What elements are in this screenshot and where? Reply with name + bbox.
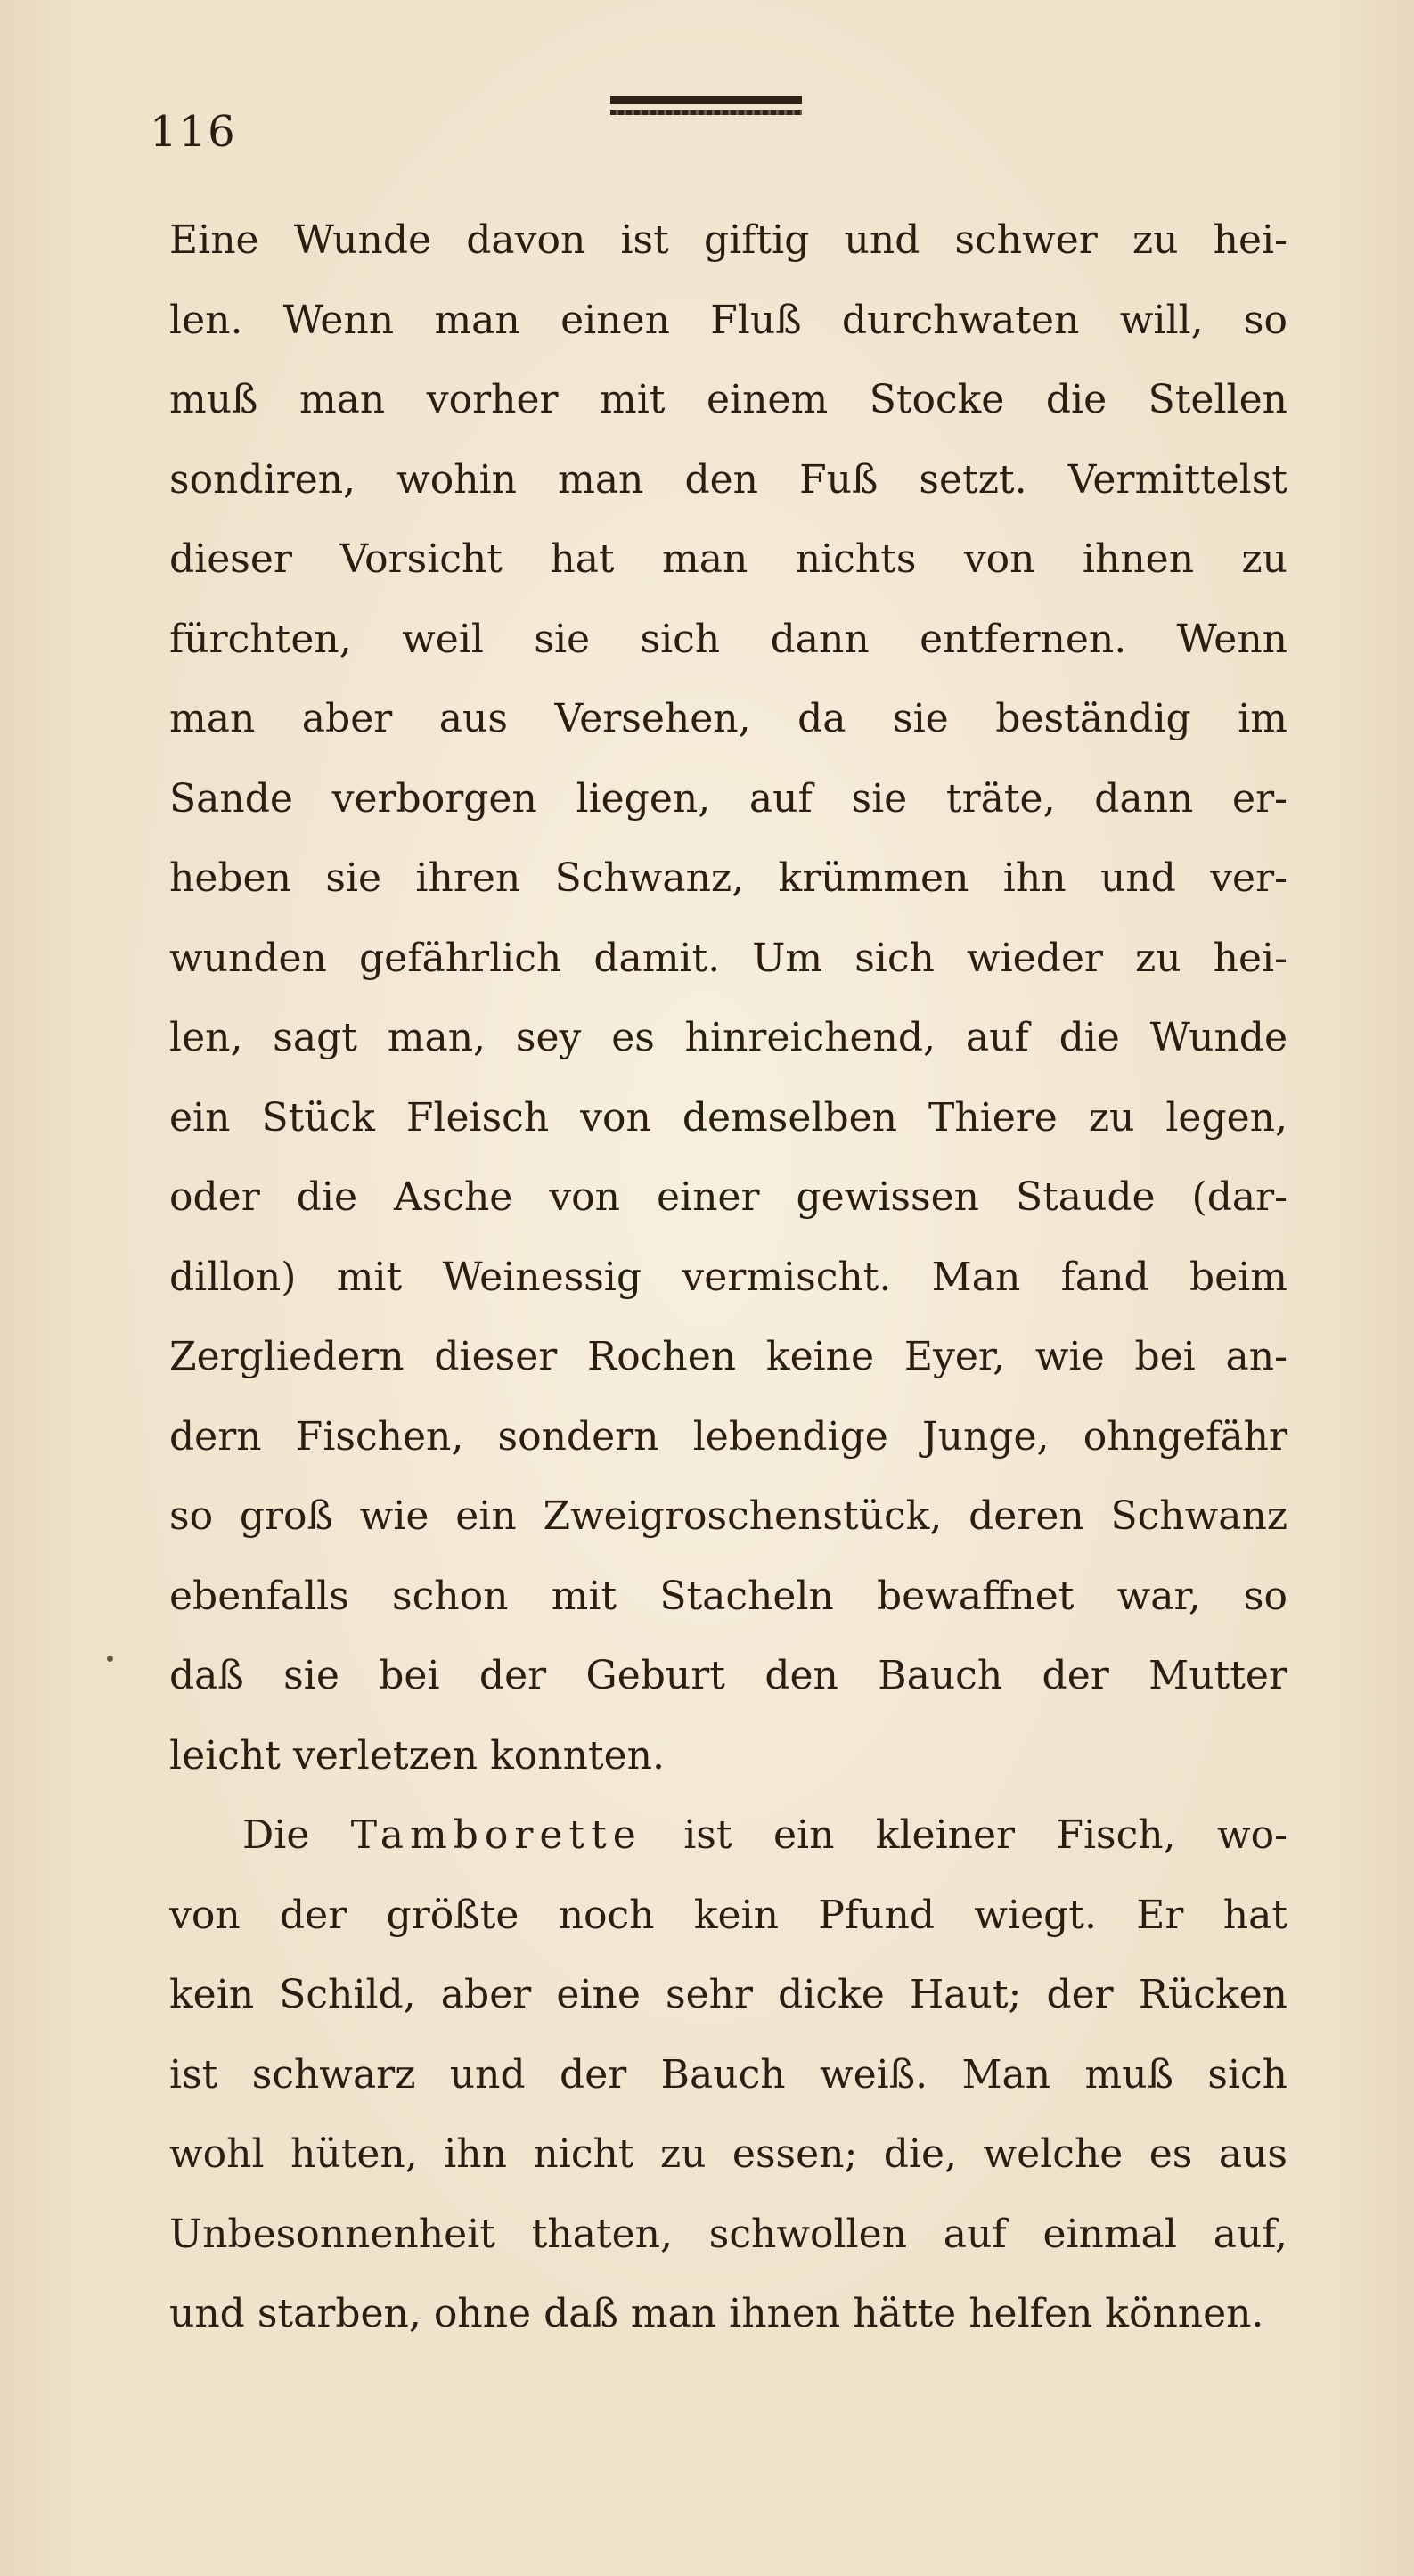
text-line-paragraph-start [169, 1795, 1287, 1876]
fish-name-tamborette: Tamborette [350, 1812, 642, 1858]
page-number: 116 [150, 107, 237, 157]
text-line: fürchten, weil sie sich dann entfernen. Wenn [169, 616, 1287, 662]
text-line: len, sagt man, sey es hinreichend, auf die Wunde [169, 1015, 1287, 1060]
text-line: muß man vorher mit einem Stocke die Stellen [169, 377, 1287, 422]
text-line: ein Stück Fleisch von demselben Thiere zu legen, [169, 1094, 1287, 1141]
text-line-paragraph-end: leicht verletzen konnten. [169, 1732, 665, 1779]
text-line: wohl hüten, ihn nicht zu essen; die, welche es aus [169, 2131, 1287, 2177]
text-line: Eine Wunde davon ist giftig und schwer zu hei- [169, 217, 1287, 263]
line-rest: ist ein kleiner Fisch, wo- [642, 1812, 1288, 1858]
text-line: ist schwarz und der Bauch weiß. Man muß sich [169, 2051, 1287, 2098]
text-line: heben sie ihren Schwanz, krümmen ihn und ver- [169, 855, 1287, 901]
text-line: man aber aus Versehen, da sie beständig im [169, 696, 1287, 741]
ornament-thick-rule [610, 96, 802, 104]
text-line: Zergliedern dieser Rochen keine Eyer, wie bei an- [169, 1334, 1287, 1379]
text-line: Sande verborgen liegen, auf sie träte, dann er- [169, 775, 1287, 822]
ornament-thin-rule [610, 110, 802, 115]
text-line: sondiren, wohin man den Fuß setzt. Vermittelst [169, 456, 1287, 503]
text-line: wunden gefährlich damit. Um sich wieder zu hei- [169, 935, 1287, 981]
text-line: dillon) mit Weinessig vermischt. Man fand beim [169, 1254, 1287, 1300]
text-line: dieser Vorsicht hat man nichts von ihnen zu [169, 536, 1287, 582]
text-line-paragraph-end: und starben, ohne daß man ihnen hätte helfen können. [169, 2291, 1264, 2336]
page-header [150, 96, 1263, 168]
text-line: ebenfalls schon mit Stacheln bewaffnet war, so [169, 1573, 1287, 1619]
margin-mark [107, 1656, 113, 1662]
line-prefix: Die [242, 1812, 351, 1858]
body-text [169, 200, 1287, 2354]
text-line: Unbesonnenheit thaten, schwollen auf einmal auf, [169, 2211, 1287, 2257]
text-line: von der größte noch kein Pfund wiegt. Er hat [169, 1892, 1287, 1938]
header-ornament [610, 96, 802, 121]
text-line: oder die Asche von einer gewissen Staude (dar- [169, 1174, 1287, 1220]
text-line: len. Wenn man einen Fluß durchwaten will, so [169, 297, 1287, 343]
text-line: daß sie bei der Geburt den Bauch der Mutter [169, 1653, 1287, 1698]
text-line: so groß wie ein Zweigroschenstück, deren Schwanz [169, 1493, 1287, 1539]
text-line: dern Fischen, sondern lebendige Junge, ohngefähr [169, 1413, 1287, 1460]
text-line: kein Schild, aber eine sehr dicke Haut; der Rücken [169, 1972, 1287, 2017]
